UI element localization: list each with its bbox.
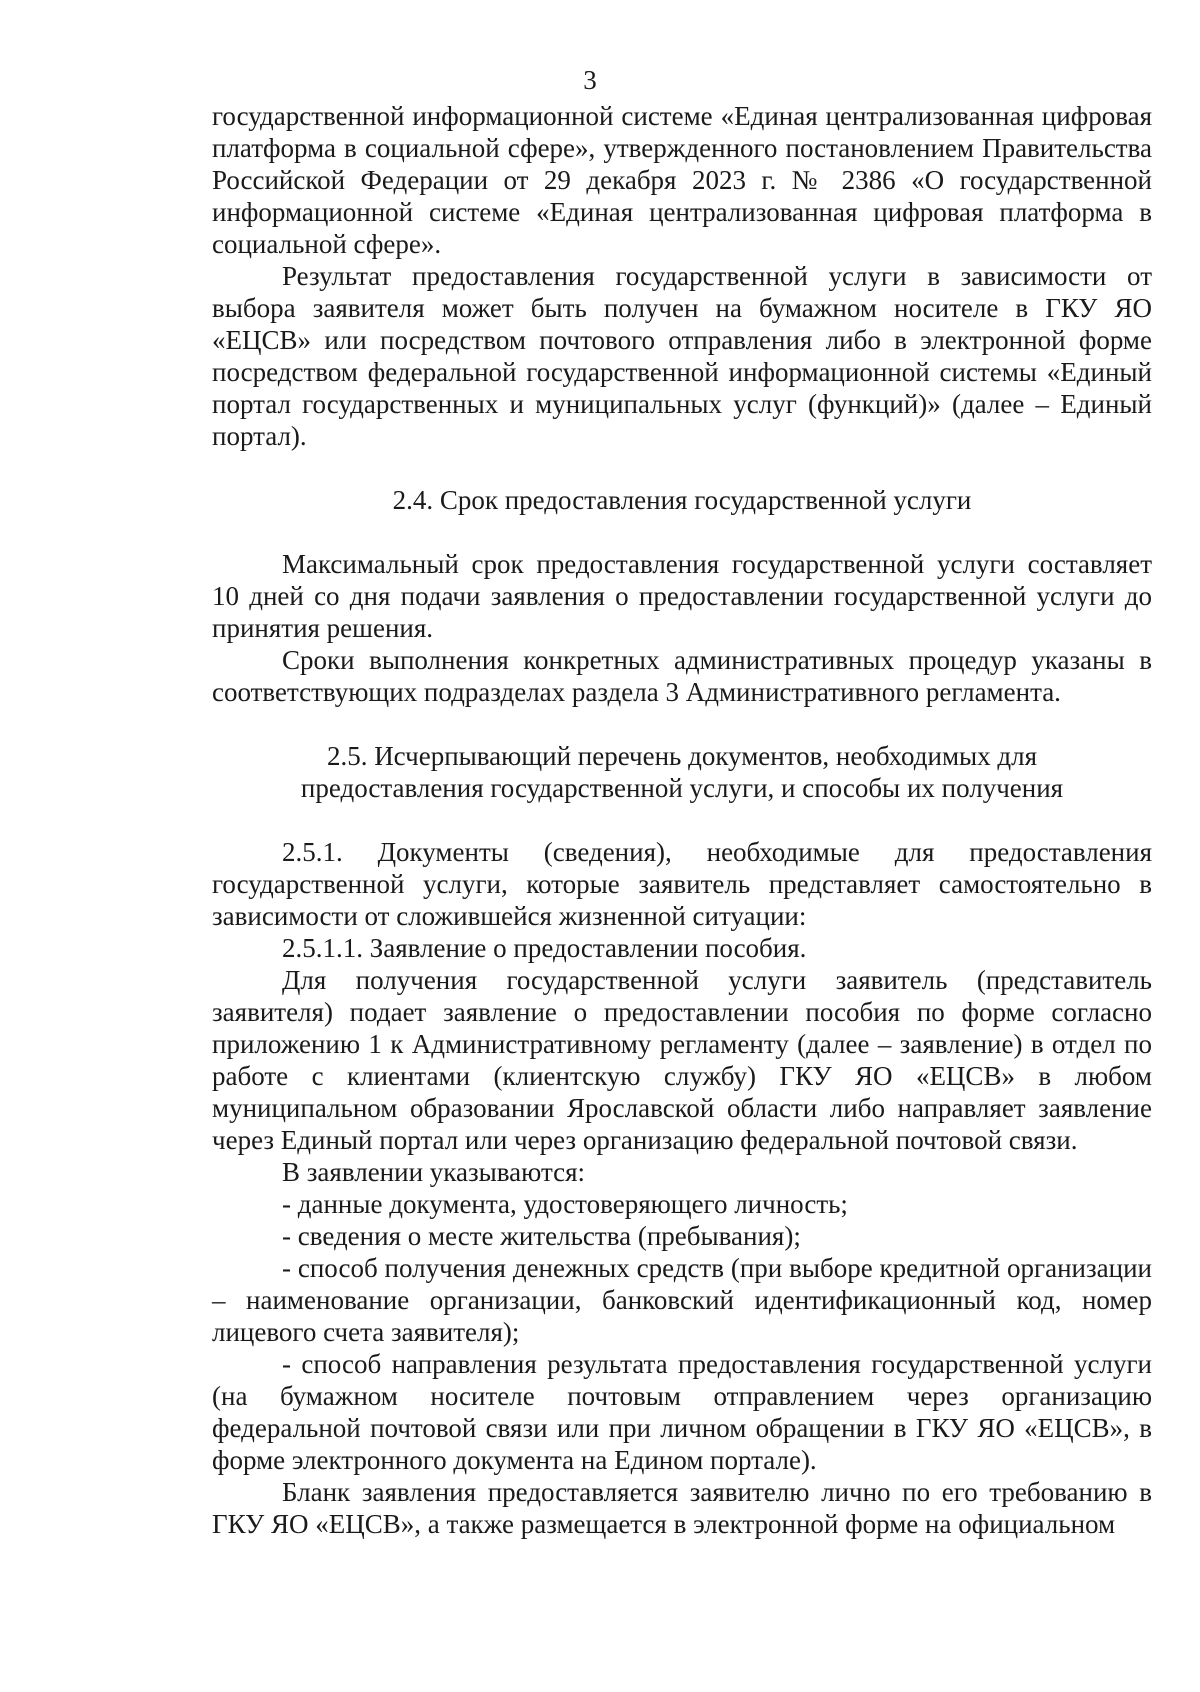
paragraph-2-5-1: 2.5.1. Документы (сведения), необходимые для предоставления государственной услуги, которые заявитель представляет самостоятельно в зависимости от сложившейся жизненной ситуации: [212, 837, 1152, 931]
paragraph-application-contents: В заявлении указываются: [282, 1157, 585, 1187]
list-item-result-delivery: - способ направления результата предоставления государственной услуги (на бумажном носителе почтовым отправлением через организацию федеральной почтовой связи или при личном обращении в ГКУ ЯО «ЕЦСВ», в форме электронного документа на Едином портале). [212, 1349, 1152, 1475]
paragraph-application-submission: Для получения государственной услуги заявитель (представитель заявителя) подает заявление о предоставлении пособия по форме согласно приложению 1 к Административному регламенту (далее – заявление) в отдел по работе с клиентами (клиентскую службу) ГКУ ЯО «ЕЦСВ» в любом муниципальном образовании Ярославской области либо направляет заявление через Единый портал или через организацию федеральной почтовой связи. [212, 965, 1152, 1155]
document-body [212, 100, 1152, 1540]
section-heading-2-5-line-1: 2.5. Исчерпывающий перечень документов, необходимых для [326, 741, 1038, 771]
section-heading-2-5 [212, 740, 1152, 804]
section-heading-2-5-line-2: предоставления государственной услуги, и способы их получения [300, 773, 1064, 803]
paragraph-application-form: Бланк заявления предоставляется заявителю лично по его требованию в ГКУ ЯО «ЕЦСВ», а также размещается в электронной форме на официальном [212, 1477, 1152, 1539]
paragraph-2-5-1-1: 2.5.1.1. Заявление о предоставлении пособия. [282, 933, 807, 963]
list-item-residence: - сведения о месте жительства (пребывания); [282, 1221, 801, 1251]
section-heading-2-4: 2.4. Срок предоставления государственной услуги [392, 485, 972, 515]
list-item-identity-document: - данные документа, удостоверяющего личность; [282, 1189, 848, 1219]
paragraph-max-term: Максимальный срок предоставления государственной услуги составляет 10 дней со дня подачи заявления о предоставлении государственной услуги до принятия решения. [212, 549, 1152, 643]
paragraph-procedure-terms: Сроки выполнения конкретных административных процедур указаны в соответствующих подразделах раздела 3 Административного регламента. [212, 645, 1152, 707]
page-number: 3 [583, 65, 597, 95]
paragraph-continuation: государственной информационной системе «Единая централизованная цифровая платформа в социальной сфере», утвержденного постановлением Правительства Российской Федерации от 29 декабря 2023 г. № 2386 «О государственной информационной системе «Единая централизованная цифровая платформа в социальной сфере». [212, 101, 1152, 259]
list-item-payment-method: - способ получения денежных средств (при выборе кредитной организации – наименование организации, банковский идентификационный код, номер лицевого счета заявителя); [212, 1253, 1152, 1347]
paragraph-result: Результат предоставления государственной услуги в зависимости от выбора заявителя может быть получен на бумажном носителе в ГКУ ЯО «ЕЦСВ» или посредством почтового отправления либо в электронной форме посредством федеральной государственной информационной системы «Единый портал государственных и муниципальных услуг (функций)» (далее – Единый портал). [212, 261, 1152, 451]
